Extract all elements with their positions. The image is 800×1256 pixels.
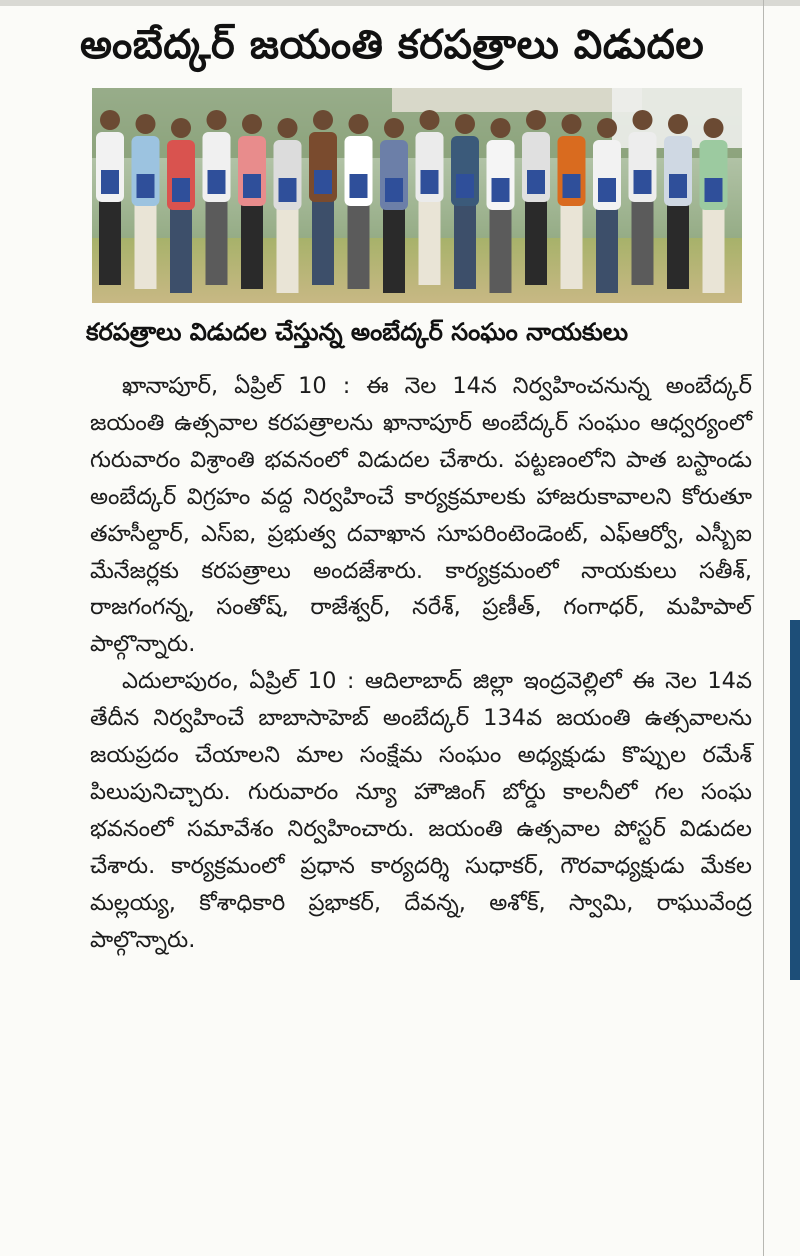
- article-paragraph-edulapuram: ఎదులాపురం, ఏప్రిల్ 10 : ఆదిలాబాద్ జిల్లా ఇంద్రవెల్లిలో ఈ నెల 14వ తేదీన నిర్వహించే బాబాసాహెబ్ అంబేద్కర్ 134వ జయంతి ఉత్సవాలను జయప్రదం చేయాలని మాల సంక్షేమ సంఘం అధ్యక్షుడు కొప్పుల రమేశ్ పిలుపునిచ్చారు. గురువారం న్యూ హౌజింగ్ బోర్డు కాలనీలో గల సంఘ భవనంలో సమావేశం నిర్వహించారు. జయంతి ఉత్సవాల పోస్టర్ విడుదల చేశారు. కార్యక్రమంలో ప్రధాన కార్యదర్శి సుధాకర్, గౌరవాధ్యక్షుడు మేకల మల్లయ్య, కోశాధికారి ప్రభాకర్, దేవన్న, అశోక్, స్వామి, రాఘువేంద్ర పాల్గొన్నారు.: [90, 668, 752, 953]
- person-figure: [522, 110, 550, 285]
- person-figure: [274, 118, 302, 293]
- article-paragraph-khanapur: ఖానాపూర్, ఏప్రిల్ 10 : ఈ నెల 14న నిర్వహించనున్న అంబేద్కర్ జయంతి ఉత్సవాల కరపత్రాలను ఖానాపూర్ అంబేద్కర్ సంఘం ఆధ్వర్యంలో గురువారం విశ్రాంతి భవనంలో విడుదల చేశారు. పట్టణంలోని పాత బస్టాండు అంబేద్కర్ విగ్రహం వద్ద నిర్వహించే కార్యక్రమాలకు హాజరుకావాలని కోరుతూ తహసీల్దార్, ఎస్ఐ, ప్రభుత్వ దవాఖాన సూపరింటెండెంట్, ఎఫ్ఆర్వో, ఎస్బీఐ మేనేజర్లకు కరపత్రాలు అందజేశారు. కార్యక్రమంలో నాయకులు సతీశ్, రాజగంగన్న, సంతోష్, రాజేశ్వర్, నరేశ్, ప్రణీత్, గంగాధర్, మహిపాల్ పాల్గొన్నారు.: [90, 373, 752, 658]
- person-figure: [700, 118, 728, 293]
- person-figure: [132, 114, 160, 289]
- column-divider: [763, 0, 764, 1256]
- photo-caption: కరపత్రాలు విడుదల చేస్తున్న అంబేద్కర్ సంఘం నాయకులు: [86, 318, 629, 346]
- group-photo-illustration: [92, 88, 742, 303]
- person-figure: [96, 110, 124, 285]
- person-figure: [558, 114, 586, 289]
- person-figure: [487, 118, 515, 293]
- person-figure: [238, 114, 266, 289]
- person-figure: [629, 110, 657, 285]
- person-figure: [167, 118, 195, 293]
- person-figure: [416, 110, 444, 285]
- person-figure: [593, 118, 621, 293]
- adjacent-ad-strip: [790, 620, 800, 980]
- previous-article-edge: [0, 0, 800, 6]
- person-figure: [664, 114, 692, 289]
- article-body: [90, 368, 752, 959]
- adjacent-column-fragment: [770, 0, 800, 1256]
- person-figure: [451, 114, 479, 289]
- person-figure: [309, 110, 337, 285]
- news-photo: [92, 88, 742, 303]
- person-figure: [203, 110, 231, 285]
- person-figure: [345, 114, 373, 289]
- person-figure: [380, 118, 408, 293]
- article-headline: అంబేద్కర్ జయంతి కరపత్రాలు విడుదల: [80, 22, 705, 68]
